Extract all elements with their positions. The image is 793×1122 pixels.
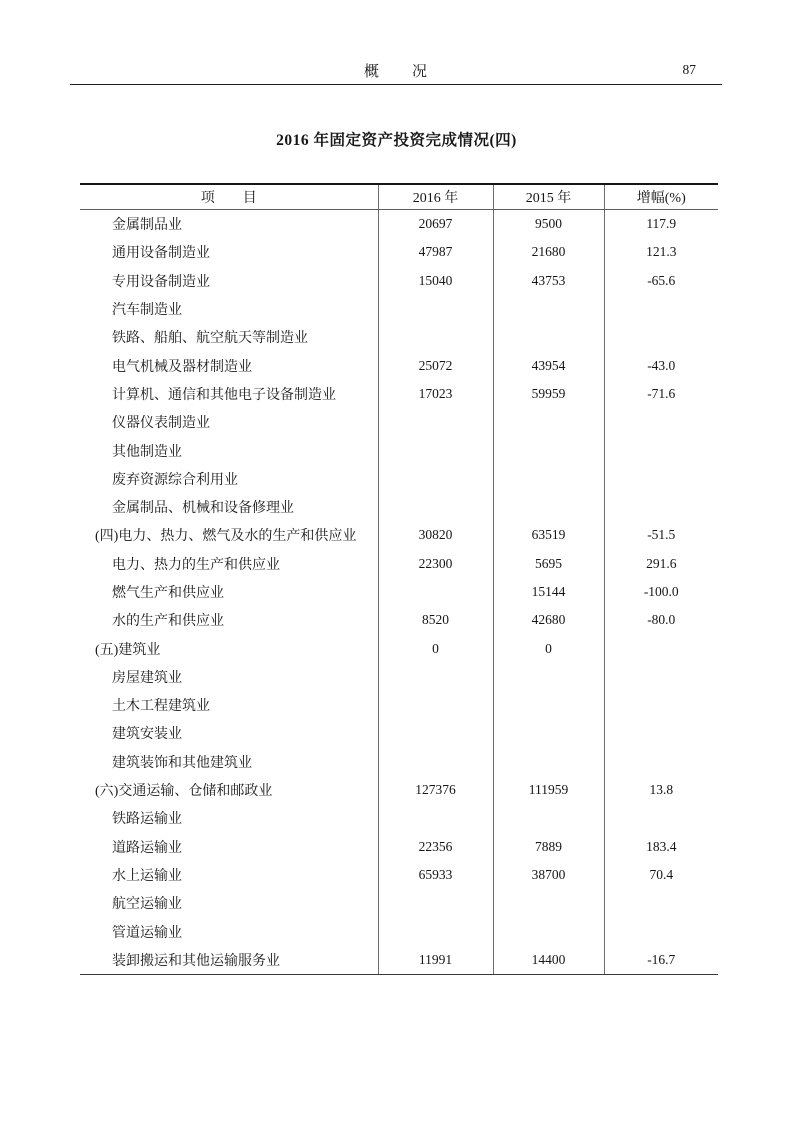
value-2016-cell: 127376: [378, 776, 493, 804]
growth-cell: [604, 436, 718, 464]
item-cell: 航空运输业: [112, 897, 182, 913]
item-cell: (四)电力、热力、燃气及水的生产和供应业: [95, 529, 357, 545]
growth-cell: 183.4: [604, 833, 718, 861]
value-2016-cell: 8520: [378, 606, 493, 634]
value-2016-cell: [378, 889, 493, 917]
table-row: [80, 408, 718, 436]
value-2015-cell: 9500: [493, 210, 604, 239]
growth-cell: [604, 804, 718, 832]
item-cell: 土木工程建筑业: [112, 699, 210, 715]
value-2015-cell: 43753: [493, 267, 604, 295]
growth-cell: -51.5: [604, 521, 718, 549]
growth-cell: [604, 663, 718, 691]
value-2016-cell: [378, 663, 493, 691]
value-2016-cell: 25072: [378, 351, 493, 379]
growth-cell: [604, 889, 718, 917]
table-row: [80, 946, 718, 975]
table-row: [80, 691, 718, 719]
value-2016-cell: 22300: [378, 550, 493, 578]
value-2016-cell: 11991: [378, 946, 493, 975]
item-cell: 管道运输业: [112, 925, 182, 941]
item-cell: 装卸搬运和其他运输服务业: [80, 946, 378, 975]
item-cell: 仪器仪表制造业: [112, 416, 210, 432]
value-2015-cell: 15144: [493, 578, 604, 606]
value-2015-cell: [493, 748, 604, 776]
value-2015-cell: [493, 691, 604, 719]
value-2015-cell: 0: [493, 634, 604, 662]
value-2015-cell: [493, 408, 604, 436]
table-row: [80, 719, 718, 747]
growth-cell: [604, 465, 718, 493]
item-cell: (五)建筑业: [95, 642, 161, 658]
item-cell: 金属制品业: [112, 218, 182, 234]
item-cell: 房屋建筑业: [112, 670, 182, 686]
value-2015-cell: [493, 465, 604, 493]
item-cell: 金属制品、机械和设备修理业: [112, 501, 294, 517]
column-header-2015: 2015 年: [493, 184, 604, 210]
table-row: [80, 550, 718, 578]
value-2016-cell: [378, 804, 493, 832]
value-2015-cell: 111959: [493, 776, 604, 804]
growth-cell: -100.0: [604, 578, 718, 606]
value-2016-cell: 30820: [378, 521, 493, 549]
table-row: [80, 351, 718, 379]
table-title: 2016 年固定资产投资完成情况(四): [276, 132, 517, 149]
table-row: [80, 776, 718, 804]
value-2016-cell: 20697: [378, 210, 493, 239]
value-2015-cell: [493, 295, 604, 323]
value-2015-cell: 5695: [493, 550, 604, 578]
growth-cell: [604, 748, 718, 776]
item-cell: 水的生产和供应业: [112, 614, 224, 630]
growth-cell: [604, 493, 718, 521]
growth-cell: [604, 408, 718, 436]
growth-cell: 13.8: [604, 776, 718, 804]
item-cell: 水上运输业: [112, 868, 182, 884]
value-2015-cell: 43954: [493, 351, 604, 379]
item-cell: 燃气生产和供应业: [112, 586, 224, 601]
value-2016-cell: [378, 408, 493, 436]
growth-cell: [604, 719, 718, 747]
growth-cell: 70.4: [604, 861, 718, 889]
value-2016-cell: 15040: [378, 267, 493, 295]
table-row: [80, 521, 718, 549]
item-cell: 铁路、船舶、航空航天等制造业: [112, 331, 308, 347]
item-cell: 铁路运输业: [112, 812, 182, 828]
growth-cell: -71.6: [604, 380, 718, 408]
item-cell: 电力、热力的生产和供应业: [112, 557, 280, 573]
value-2016-cell: 47987: [378, 238, 493, 266]
item-cell: 建筑装饰和其他建筑业: [112, 755, 252, 771]
page-number: 87: [682, 62, 696, 77]
value-2015-cell: 63519: [493, 521, 604, 549]
value-2016-cell: [378, 493, 493, 521]
growth-cell: 117.9: [604, 210, 718, 239]
value-2016-cell: [378, 465, 493, 493]
item-cell: 废弃资源综合利用业: [112, 472, 238, 488]
table-row: [80, 210, 718, 239]
value-2015-cell: 42680: [493, 606, 604, 634]
value-2016-cell: 22356: [378, 833, 493, 861]
table-row: [80, 238, 718, 266]
table-row: [80, 804, 718, 832]
item-cell: (六)交通运输、仓储和邮政业: [95, 784, 273, 800]
table-header: [80, 184, 718, 210]
value-2016-cell: [378, 917, 493, 945]
column-header-item: 项 目: [80, 184, 378, 210]
value-2015-cell: [493, 917, 604, 945]
growth-cell: [604, 323, 718, 351]
value-2016-cell: 0: [378, 634, 493, 662]
item-cell: 其他制造业: [112, 444, 182, 460]
item-cell: 通用设备制造业: [112, 246, 210, 262]
table-row: [80, 493, 718, 521]
growth-cell: 291.6: [604, 550, 718, 578]
table-row: [80, 295, 718, 323]
value-2016-cell: [378, 578, 493, 606]
value-2016-cell: [378, 436, 493, 464]
value-2015-cell: [493, 719, 604, 747]
table-row: [80, 578, 718, 606]
value-2015-cell: 14400: [493, 946, 604, 975]
column-header-2016: 2016 年: [378, 184, 493, 210]
item-cell: 建筑安装业: [112, 727, 182, 743]
value-2016-cell: [378, 323, 493, 351]
value-2015-cell: [493, 804, 604, 832]
value-2015-cell: 7889: [493, 833, 604, 861]
growth-cell: 121.3: [604, 238, 718, 266]
value-2015-cell: 59959: [493, 380, 604, 408]
investment-table: [80, 183, 718, 975]
value-2016-cell: [378, 691, 493, 719]
growth-cell: -80.0: [604, 606, 718, 634]
table-row: [80, 380, 718, 408]
item-cell: 电气机械及器材制造业: [112, 359, 252, 375]
growth-cell: [604, 691, 718, 719]
table-row: [80, 748, 718, 776]
table-row: [80, 606, 718, 634]
table-row: [80, 861, 718, 889]
value-2015-cell: 38700: [493, 861, 604, 889]
table-row: [80, 267, 718, 295]
running-head: [70, 60, 722, 82]
value-2015-cell: 21680: [493, 238, 604, 266]
header-row: [80, 184, 718, 210]
table-row: [80, 436, 718, 464]
value-2015-cell: [493, 323, 604, 351]
value-2016-cell: 17023: [378, 380, 493, 408]
table-row: [80, 323, 718, 351]
item-cell: 专用设备制造业: [112, 274, 210, 290]
table-row: [80, 917, 718, 945]
growth-cell: [604, 634, 718, 662]
table-row: [80, 663, 718, 691]
growth-cell: [604, 917, 718, 945]
value-2016-cell: [378, 719, 493, 747]
table-row: [80, 465, 718, 493]
table-row: [80, 634, 718, 662]
value-2015-cell: [493, 889, 604, 917]
growth-cell: -65.6: [604, 267, 718, 295]
item-cell: 汽车制造业: [112, 303, 182, 319]
value-2015-cell: [493, 436, 604, 464]
table-row: [80, 889, 718, 917]
item-cell: 道路运输业: [112, 840, 182, 856]
running-head-rule: [70, 84, 722, 85]
growth-cell: -16.7: [604, 946, 718, 975]
running-head-title: 概 况: [363, 64, 428, 80]
growth-cell: [604, 295, 718, 323]
value-2015-cell: [493, 493, 604, 521]
table-row: [80, 833, 718, 861]
table-body: [80, 210, 718, 975]
item-cell: 计算机、通信和其他电子设备制造业: [112, 387, 336, 403]
value-2015-cell: [493, 663, 604, 691]
value-2016-cell: [378, 295, 493, 323]
column-header-growth: 增幅(%): [604, 184, 718, 210]
value-2016-cell: 65933: [378, 861, 493, 889]
growth-cell: -43.0: [604, 351, 718, 379]
value-2016-cell: [378, 748, 493, 776]
